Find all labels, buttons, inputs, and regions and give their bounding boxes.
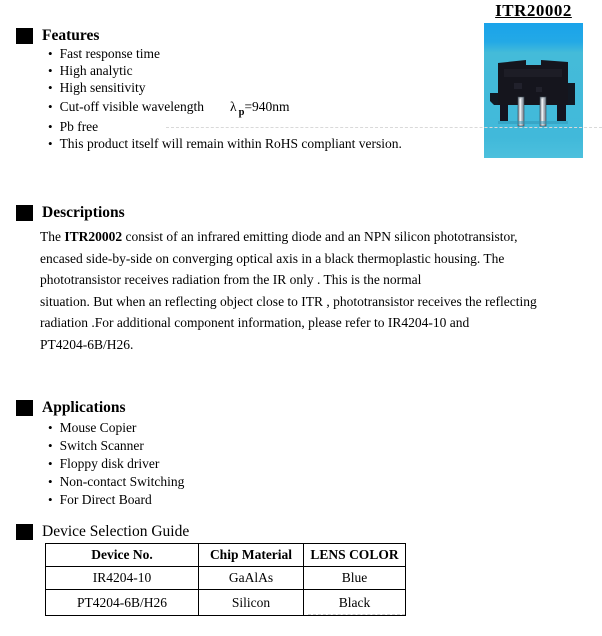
application-item: • For Direct Board bbox=[48, 492, 152, 507]
section-bullet-square-icon bbox=[16, 28, 33, 44]
part-number-inline: ITR20002 bbox=[64, 229, 123, 244]
bullet-icon: • bbox=[48, 420, 53, 435]
description-line: The ITR20002 consist of an infrared emitting diode and an NPN silicon phototransistor, bbox=[40, 229, 518, 244]
bullet-icon: • bbox=[48, 80, 53, 95]
table-header-cell: LENS COLOR bbox=[304, 544, 406, 567]
feature-item-wavelength: • Cut-off visible wavelength λ $_p$=940nm bbox=[48, 96, 402, 118]
table-header-cell: Chip Material bbox=[199, 544, 304, 567]
features-list bbox=[48, 45, 402, 152]
bullet-icon: • bbox=[48, 46, 53, 61]
wavelength-formula: λ $_p$=940nm bbox=[230, 99, 290, 118]
scan-artifact-line bbox=[166, 127, 602, 128]
bullet-icon: • bbox=[48, 438, 53, 453]
table-cell: GaAlAs bbox=[199, 567, 304, 590]
features-heading: Features bbox=[42, 27, 100, 44]
feature-item: • Pb free bbox=[48, 119, 99, 134]
applications-heading: Applications bbox=[42, 399, 126, 416]
bullet-icon: • bbox=[48, 99, 53, 114]
section-heading-descriptions bbox=[16, 204, 125, 222]
feature-item: • Fast response time bbox=[48, 46, 161, 61]
section-heading-device-guide bbox=[16, 523, 189, 541]
application-item: • Non-contact Switching bbox=[48, 474, 185, 489]
bullet-icon: • bbox=[48, 136, 53, 151]
application-item: • Mouse Copier bbox=[48, 420, 137, 435]
feature-item: • This product itself will remain within RoHS compliant version. bbox=[48, 136, 402, 151]
feature-item: • High sensitivity bbox=[48, 80, 146, 95]
section-bullet-square-icon bbox=[16, 400, 33, 416]
bullet-icon: • bbox=[48, 456, 53, 471]
description-line: encased side-by-side on converging optical axis in a black thermoplastic housing. The bbox=[40, 250, 505, 266]
bullet-icon: • bbox=[48, 492, 53, 507]
table-header-cell: Device No. bbox=[46, 544, 199, 567]
bullet-icon: • bbox=[48, 474, 53, 489]
table-cell: IR4204-10 bbox=[46, 567, 199, 590]
description-paragraph bbox=[40, 226, 537, 356]
description-line: situation. But when an reflecting object close to ITR , phototransistor receives the reflecting bbox=[40, 293, 537, 309]
descriptions-heading: Descriptions bbox=[42, 204, 125, 221]
section-bullet-square-icon bbox=[16, 524, 33, 540]
description-line: PT4204-6B/H26. bbox=[40, 336, 134, 352]
bullet-icon: • bbox=[48, 119, 53, 134]
application-item: • Switch Scanner bbox=[48, 438, 144, 453]
part-number-title: ITR20002 bbox=[495, 1, 572, 20]
applications-list bbox=[48, 419, 184, 509]
table-cell: Blue bbox=[304, 567, 406, 590]
section-heading-applications bbox=[16, 399, 126, 417]
table-cell: PT4204-6B/H26 bbox=[46, 590, 199, 616]
feature-item: • High analytic bbox=[48, 63, 133, 78]
description-line: radiation .For additional component information, please refer to IR4204-10 and bbox=[40, 315, 470, 331]
device-guide-heading: Device Selection Guide bbox=[42, 523, 190, 540]
device-selection-table bbox=[45, 543, 406, 616]
bullet-icon: • bbox=[48, 63, 53, 78]
table-cell: Black bbox=[304, 590, 406, 616]
description-line: phototransistor receives radiation from the IR only . This is the normal bbox=[40, 272, 422, 288]
table-header-row bbox=[46, 544, 406, 567]
component-photo bbox=[484, 23, 583, 158]
application-item: • Floppy disk driver bbox=[48, 456, 160, 471]
component-photo-image bbox=[484, 23, 583, 158]
table-cell: Silicon bbox=[199, 590, 304, 616]
table-row bbox=[46, 590, 406, 616]
section-heading-features bbox=[16, 27, 99, 45]
section-bullet-square-icon bbox=[16, 205, 33, 221]
table-row bbox=[46, 567, 406, 590]
scan-artifact-line bbox=[308, 614, 405, 615]
